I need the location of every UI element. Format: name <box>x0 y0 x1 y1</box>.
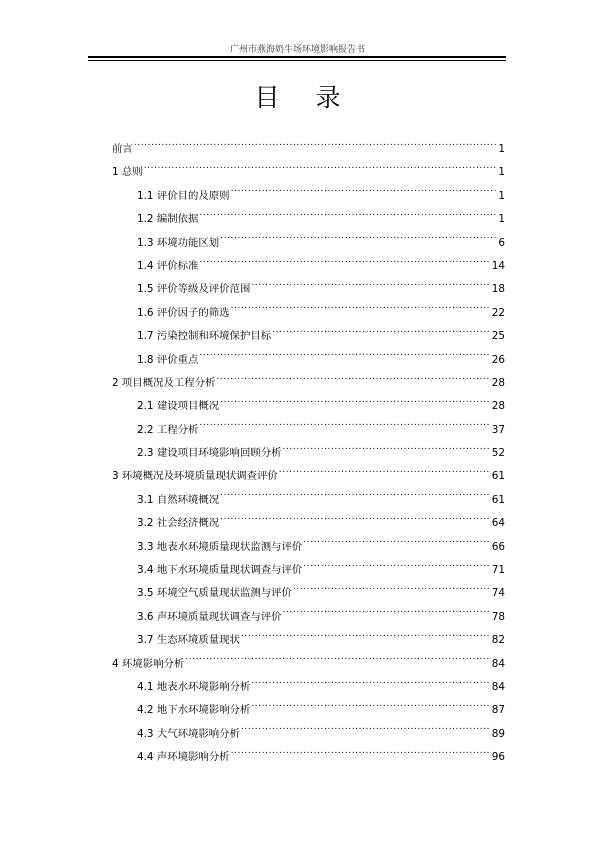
toc-entry-page-number: 87 <box>491 704 505 717</box>
toc-entry-label: 3.1 自然环境概况 <box>137 493 220 506</box>
toc-entry-page-number: 52 <box>491 447 505 460</box>
toc-entry-label: 1 总则 <box>112 166 143 179</box>
toc-entry-page-number: 78 <box>491 610 505 623</box>
toc-entry-label: 3.6 声环境质量现状调查与评价 <box>137 610 282 623</box>
toc-entry[interactable] <box>112 278 505 301</box>
toc-dot-leader <box>251 680 490 690</box>
toc-entry-label: 1.4 评价标准 <box>137 259 199 272</box>
toc-dot-leader <box>283 610 491 620</box>
toc-entry-label: 3.4 地下水环境质量现状调查与评价 <box>137 564 303 577</box>
toc-entry-label: 4.4 声环境影响分析 <box>137 751 230 764</box>
toc-entry-label: 3.5 环境空气质量现状监测与评价 <box>137 587 292 600</box>
toc-entry[interactable] <box>112 536 505 559</box>
toc-entry[interactable] <box>112 559 505 582</box>
toc-entry-page-number: 1 <box>498 166 505 179</box>
toc-entry[interactable] <box>112 746 505 769</box>
toc-entry[interactable] <box>112 676 505 699</box>
toc-entry-page-number: 26 <box>491 353 505 366</box>
toc-entry[interactable] <box>112 629 505 652</box>
toc-entry-label: 2.1 建设项目概况 <box>137 400 220 413</box>
toc-entry-label: 1.2 编制依据 <box>137 213 199 226</box>
toc-entry[interactable] <box>112 699 505 722</box>
toc-dot-leader <box>199 423 490 433</box>
toc-entry[interactable] <box>112 302 505 325</box>
toc-entry-page-number: 1 <box>498 213 505 226</box>
toc-entry[interactable] <box>112 419 505 442</box>
toc-dot-leader <box>279 469 491 479</box>
toc-entry-label: 1.1 评价目的及原则 <box>137 189 230 202</box>
toc-entry-page-number: 6 <box>498 236 505 249</box>
running-header: 广州市燕海奶牛场环境影响报告书 <box>229 45 365 55</box>
toc-entry-page-number: 96 <box>491 751 505 764</box>
toc-entry-page-number: 89 <box>491 727 505 740</box>
toc-title: 目 录 <box>254 83 355 112</box>
toc-entry[interactable] <box>112 232 505 255</box>
toc-entry[interactable] <box>112 255 505 278</box>
toc-entry-page-number: 82 <box>491 634 505 647</box>
toc-entry-label: 2 项目概况及工程分析 <box>112 376 216 389</box>
toc-entry[interactable] <box>112 395 505 418</box>
toc-dot-leader <box>283 446 491 456</box>
toc-dot-leader <box>216 376 490 386</box>
toc-dot-leader <box>241 633 491 643</box>
toc-dot-leader <box>251 282 490 292</box>
toc-dot-leader <box>303 540 490 550</box>
toc-entry[interactable] <box>112 349 505 372</box>
toc-entry-label: 1.3 环境功能区划 <box>137 236 220 249</box>
toc-entry[interactable] <box>112 208 505 231</box>
toc-entry-page-number: 61 <box>491 470 505 483</box>
toc-entry-label: 2.2 工程分析 <box>137 423 199 436</box>
toc-dot-leader <box>231 189 498 199</box>
table-of-contents <box>112 138 505 770</box>
toc-dot-leader <box>185 657 491 667</box>
header-rule-thin <box>88 60 506 61</box>
toc-dot-leader <box>231 750 491 760</box>
toc-entry[interactable] <box>112 325 505 348</box>
toc-entry[interactable] <box>112 185 505 208</box>
toc-dot-leader <box>241 727 491 737</box>
toc-entry-page-number: 37 <box>491 423 505 436</box>
toc-entry[interactable] <box>112 512 505 535</box>
toc-entry-label: 2.3 建设项目环境影响回顾分析 <box>137 447 282 460</box>
toc-entry-label: 3.2 社会经济概况 <box>137 517 220 530</box>
toc-entry-label: 1.5 评价等级及评价范围 <box>137 283 251 296</box>
toc-entry-page-number: 25 <box>491 330 505 343</box>
toc-entry-label: 1.7 污染控制和环境保护目标 <box>137 330 272 343</box>
toc-dot-leader <box>231 306 491 316</box>
toc-entry-page-number: 64 <box>491 517 505 530</box>
header-rule-thick <box>88 56 506 58</box>
toc-entry[interactable] <box>112 138 505 161</box>
toc-entry[interactable] <box>112 442 505 465</box>
toc-dot-leader <box>199 353 490 363</box>
toc-entry[interactable] <box>112 653 505 676</box>
toc-dot-leader <box>199 259 490 269</box>
toc-entry-label: 4.2 地下水环境影响分析 <box>137 704 251 717</box>
toc-entry[interactable] <box>112 606 505 629</box>
toc-entry-page-number: 84 <box>491 680 505 693</box>
toc-entry-page-number: 18 <box>491 283 505 296</box>
toc-entry-page-number: 1 <box>498 143 505 155</box>
toc-entry-page-number: 66 <box>491 540 505 553</box>
toc-dot-leader <box>251 703 490 713</box>
toc-entry-label: 3.3 地表水环境质量现状监测与评价 <box>137 540 303 553</box>
toc-entry-page-number: 28 <box>491 376 505 389</box>
toc-entry-page-number: 84 <box>491 657 505 670</box>
toc-entry-label: 1.6 评价因子的筛选 <box>137 306 230 319</box>
toc-entry[interactable] <box>112 372 505 395</box>
toc-dot-leader <box>272 329 491 339</box>
toc-entry[interactable] <box>112 582 505 605</box>
toc-entry-label: 前言 <box>112 143 133 155</box>
toc-dot-leader <box>220 236 497 246</box>
toc-entry-label: 3 环境概况及环境质量现状调查评价 <box>112 470 278 483</box>
toc-entry-label: 4.1 地表水环境影响分析 <box>137 680 251 693</box>
toc-dot-leader <box>293 586 491 596</box>
toc-entry-label: 4 环境影响分析 <box>112 657 185 670</box>
toc-dot-leader <box>199 212 497 222</box>
toc-entry-page-number: 28 <box>491 400 505 413</box>
toc-entry[interactable] <box>112 723 505 746</box>
toc-dot-leader <box>220 399 491 409</box>
toc-entry-label: 3.7 生态环境质量现状 <box>137 634 240 647</box>
toc-dot-leader <box>134 142 498 152</box>
toc-entry-label: 1.8 评价重点 <box>137 353 199 366</box>
toc-entry-page-number: 74 <box>491 587 505 600</box>
toc-entry[interactable] <box>112 161 505 184</box>
toc-entry-page-number: 14 <box>491 259 505 272</box>
toc-entry[interactable] <box>112 489 505 512</box>
toc-dot-leader <box>220 493 491 503</box>
toc-entry[interactable] <box>112 465 505 488</box>
toc-entry-page-number: 61 <box>491 493 505 506</box>
toc-entry-page-number: 71 <box>491 564 505 577</box>
toc-entry-page-number: 22 <box>491 306 505 319</box>
toc-dot-leader <box>303 563 490 573</box>
toc-entry-page-number: 1 <box>498 189 505 202</box>
toc-entry-label: 4.3 大气环境影响分析 <box>137 727 240 740</box>
toc-dot-leader <box>144 165 498 175</box>
toc-dot-leader <box>220 516 491 526</box>
